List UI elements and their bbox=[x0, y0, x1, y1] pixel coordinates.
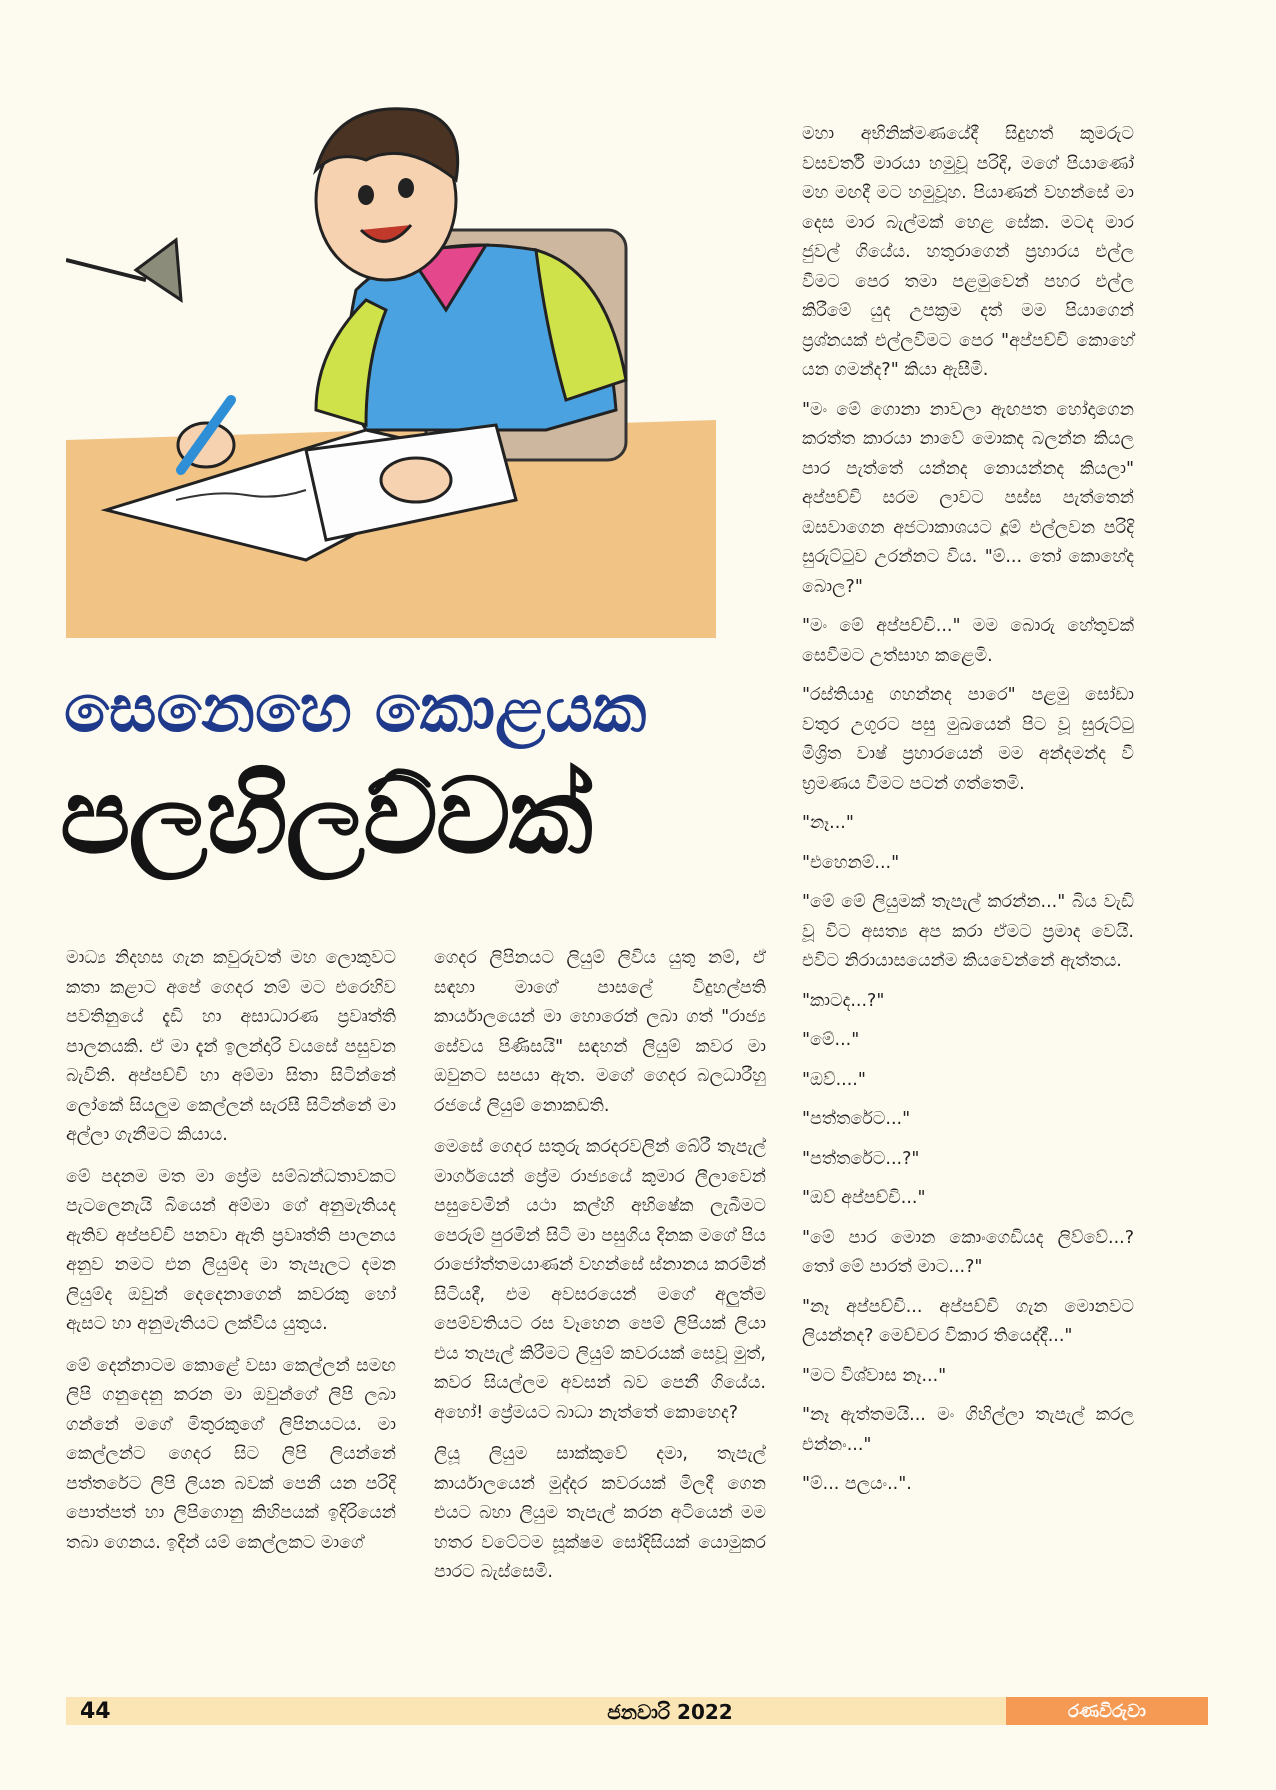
paragraph: ගෙදර ලිපිනයට ලියුම් ලිවිය යුතු නම්, ඒ සඳහා මාගේ පාසලේ විදුහල්පති කාර්යාලයෙන් මා හොරෙන් ලබා ගත් "රාජ්‍ය සේවය පිණිසයි" සඳහන් ලියුම් කවර මා ඔවුනට සපයා ඇත. මගේ ගෙදර බලධාරීහු රජයේ ලියුම් නොකඩති. bbox=[434, 948, 766, 1116]
paragraph: මේ දෙන්නාටම කොළේ වසා කෙල්ලන් සමඟ ලිපි ගනුදෙනු කරන මා ඔවුන්ගේ ලිපි ලබා ගන්නේ මගේ මිතුරකුගේ ලිපිනයටය. මා කෙල්ලන්ට ගෙදර සිට ලිපි ලියන්නේ පත්තරේට ලිපි ලියන බවක් පෙනී යන පරිදි පොත්පත් හා ලිපිගොනු කිහිපයක් ඉදිරියෙන් තබා ගෙනය. ඉදින් යම් කෙල්ලකට මාගේ bbox=[66, 1355, 396, 1553]
dialogue-line: "පත්තරේට..." bbox=[802, 1109, 911, 1129]
dialogue-line: "නෑ..." bbox=[802, 813, 854, 833]
paragraph: මේ පදනම මත මා ප්‍රේම සම්බන්ධතාවකට පැටලෙනැයි බියෙන් අම්මා ගේ අනුමැතියද ඇතිව අප්පච්චි පනවා ඇති ප්‍රවෘත්ති පාලනය අනුව නමට එන ලියුම්ද මා තැපෑලට දමන ලියුම්ද ඔවුන් දෙදෙනාගෙන් කවරකු හෝ ඇසට හා අනුමැතියට ලක්විය යුතුය. bbox=[66, 1166, 396, 1334]
paragraph: "රස්තියාදු ගහන්නද පාරෙ" පළමු සෝඩා වතුර උගුරට පසු මුඛයෙන් පිට වූ සුරුට්ටු මිශ්‍රිත වාෂ් ප්‍රහාරයෙන් මම අන්දමන්ද වී භ්‍රමණය වීමට පටන් ගත්තෙමි. bbox=[802, 685, 1134, 794]
dialogue-line: "නෑ ඇත්තමයි... මං ගිහිල්ලා තැපැල් කරල එන්නං..." bbox=[802, 1405, 1134, 1455]
dialogue-line: "කාටද...?" bbox=[802, 990, 885, 1011]
headline-line-2: පලහිලව්වක් bbox=[60, 755, 591, 877]
dialogue-line: "මේ..." bbox=[802, 1030, 860, 1050]
paragraph: "මේ මේ ලියුමක් තැපැල් කරන්න..." බිය වැඩි වූ විට අසත්‍ය අප කරා ඒමට ප්‍රමාද වෙයි. එවිට නිරායාසයෙන්ම කියවෙන්නේ ඇත්තය. bbox=[802, 892, 1134, 971]
magazine-name: රණවිරුවා bbox=[1068, 1701, 1146, 1722]
paragraph: මෙසේ ගෙදර සතුරු කරදරවලින් බේරී තැපැල් මාර්ගයෙන් ප්‍රේම රාජ්‍යයේ කුමාර ලීලාවෙන් පසුවෙමින් යථා කල්හි අභිෂේක ලැබීමට පෙරුම් පුරමින් සිටි මා පසුගිය දිනක මගේ පිය රාජෝත්තමයාණන් වහන්සේ ස්නානය කරමින් සිටියදී, එම අවසරයෙන් මගේ අලුත්ම පෙම්වතියට රස වෑහෙන පෙම් ලිපියක් ලියා එය තැපැල් කිරීමට ලියුම් කවරයක් සෙවූ මුත්, කවර සියල්ලම අවසන් බව පෙනී ගියේය. අහෝ! ප්‍රේමයට බාධා නැත්තේ කොහෙද? bbox=[434, 1137, 766, 1423]
dialogue-line: "ම්... පලයං..". bbox=[802, 1474, 912, 1494]
dialogue-line: "ඔව් අප්පච්චි..." bbox=[802, 1188, 926, 1208]
resting-hand bbox=[381, 458, 451, 502]
article-column-1 bbox=[66, 944, 396, 1570]
dialogue-line: "ඔව්...." bbox=[802, 1069, 866, 1090]
dialogue-line: "මට විශ්වාස නෑ..." bbox=[802, 1365, 947, 1386]
boy-writing-letter-illustration bbox=[66, 80, 716, 638]
paragraph: ලියූ ලියුම සාක්කුවේ දමා, තැපැල් කාර්යාලයෙන් මුද්දර කවරයක් මිලදී ගෙන එයට බහා ලියුම තැපැල් කරන අටියෙන් මම හතර වටේටම සූක්ෂම සෝදිසියක් යොමුකර පාරට බැස්සෙමි. bbox=[434, 1444, 766, 1582]
dialogue-line: "නෑ අප්පච්චි... අප්පච්චි ගැන මොනවට ලියන්නද? මෙච්චර විකාර තියෙද්දී..." bbox=[802, 1296, 1134, 1346]
dialogue-line: "පත්තරේට...?" bbox=[802, 1148, 920, 1169]
paragraph: මහා අභිනික්මණයේදී සිදුහත් කුමරුට වසවර්ති මාරයා හමුවූ පරිදි, මගේ පියාණෝ මහ මඟදී මට හමුවූහ. පියාණන් වහන්සේ මා දෙස මාර බැල්මක් හෙළ සේක. මටද මාර ජුවල් ගියේය. හතුරාගෙන් ප්‍රහාරය එල්ල වීමට පෙර තමා පළමුවෙන් පහර එල්ල කිරීමේ යුද උපක්‍රම දත් මම පියාගෙන් ප්‍රශ්නයක් එල්ලවීමට පෙර "අප්පච්චි කොහේ යන ගමන්ද?" කියා ඇසීමි. bbox=[802, 124, 1134, 380]
paragraph: "මං මේ අප්පච්චි..." මම බොරු හේතුවක් සෙවීමට උත්සාහ කළෙමි. bbox=[802, 616, 1134, 666]
paragraph: "මං මේ ගොනා නාවලා ඇඟපත හෝදාගෙන කරත්ත කාරයා නාවේ මොකද බලන්න කියල පාර පැත්තේ යන්නද නොයන්නද කියලා" අප්පච්චි සරම ලාවට පස්ස පැත්තෙන් ඔසවාගෙන අජටාකාශයට දූම් එල්ලවන පරිදි සුරුට්ටුව උරන්නට විය. "ම්... තෝ කොහේද බොල?" bbox=[802, 399, 1134, 597]
page-number: 44 bbox=[80, 1699, 111, 1724]
dialogue-line: "මේ පාර මොන කොංගෙඩියද ලිව්වේ...? තෝ මේ පාරත් මාට...?" bbox=[802, 1227, 1134, 1277]
left-eye bbox=[358, 185, 374, 205]
illustration-svg bbox=[66, 80, 716, 638]
right-eye bbox=[398, 178, 414, 198]
dialogue-line: "එහෙනම්..." bbox=[802, 852, 900, 873]
paragraph: මාධ්‍ය නිදහස ගැන කවුරුවත් මහ ලොකුවට කතා කළාට අපේ ගෙදර නම් මට එරෙහිව පවතිනුයේ දැඩි හා අසාධාරණ ප්‍රවෘත්ති පාලනයකි. ඒ මා දැන් ඉලන්දාරි වයසේ පසුවන බැවිනි. අප්පච්චි හා අම්මා සිතා සිටින්නේ ලෝකේ සියලුම කෙල්ලන් සැරසී සිටින්නේ මා අල්ලා ගැනීමට කියාය. bbox=[66, 948, 396, 1145]
article-column-2 bbox=[434, 944, 766, 1600]
article-column-3 bbox=[802, 120, 1134, 1510]
issue-date: ජනවාරි 2022 bbox=[607, 1700, 733, 1724]
headline-line-1: සෙනෙහෙ කොළයක bbox=[64, 670, 647, 747]
